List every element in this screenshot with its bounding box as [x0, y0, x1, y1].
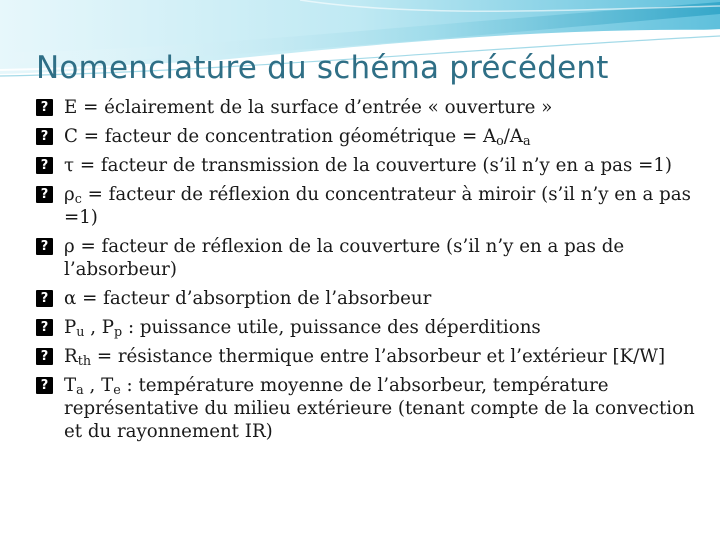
- bullet-icon: [36, 99, 53, 116]
- list-item: [36, 287, 696, 310]
- list-item: [36, 154, 696, 177]
- symbol: T: [64, 375, 77, 396]
- definition: , P: [84, 317, 115, 338]
- list-item: [36, 345, 696, 368]
- bullet-icon: [36, 377, 53, 394]
- symbol: E: [64, 97, 78, 118]
- bullet-icon: [36, 186, 53, 203]
- definition: : puissance utile, puissance des déperditions: [122, 317, 541, 338]
- definition: = facteur d’absorption de l’absorbeur: [76, 288, 432, 309]
- bullet-icon: [36, 238, 53, 255]
- bullet-icon: [36, 128, 53, 145]
- list-item: [36, 183, 696, 229]
- definition: = facteur de transmission de la couverture (s’il n’y en a pas =1): [74, 155, 672, 176]
- bullet-icon: [36, 157, 53, 174]
- symbol: ρ: [64, 184, 75, 205]
- list-item: [36, 96, 696, 119]
- symbol: ρ: [64, 236, 75, 257]
- symbol: R: [64, 346, 78, 367]
- subscript: u: [76, 325, 85, 341]
- definition: , T: [83, 375, 114, 396]
- subscript: o: [496, 134, 504, 150]
- subscript: e: [113, 383, 121, 399]
- subscript: c: [74, 192, 82, 208]
- page-title: Nomenclature du schéma précédent: [36, 50, 609, 86]
- subscript: a: [523, 134, 531, 150]
- subscript: th: [77, 354, 92, 370]
- bullet-icon: [36, 319, 53, 336]
- symbol: P: [64, 317, 77, 338]
- symbol: α: [64, 288, 77, 309]
- definition: = éclairement de la surface d’entrée « ouverture »: [77, 97, 553, 118]
- definition: = facteur de concentration géométrique = A: [77, 126, 497, 147]
- nomenclature-list: [36, 96, 696, 449]
- subscript: a: [76, 383, 84, 399]
- list-item: [36, 125, 696, 148]
- list-item: [36, 316, 696, 339]
- definition: = facteur de réflexion de la couverture (s’il n’y en a pas de l’absorbeur): [64, 236, 625, 280]
- bullet-icon: [36, 290, 53, 307]
- definition: = résistance thermique entre l’absorbeur et l’extérieur [K/W]: [91, 346, 666, 367]
- bullet-icon: [36, 348, 53, 365]
- subscript: p: [114, 325, 123, 341]
- definition: /A: [503, 126, 524, 147]
- symbol: τ: [64, 155, 75, 176]
- definition: = facteur de réflexion du concentrateur à miroir (s’il n’y en a pas =1): [64, 184, 691, 228]
- list-item: [36, 374, 696, 443]
- definition: : température moyenne de l’absorbeur, température représentative du milieu extérieure (tenant compte de la convection et du rayonnement IR): [64, 375, 695, 442]
- list-item: [36, 235, 696, 281]
- symbol: C: [64, 126, 78, 147]
